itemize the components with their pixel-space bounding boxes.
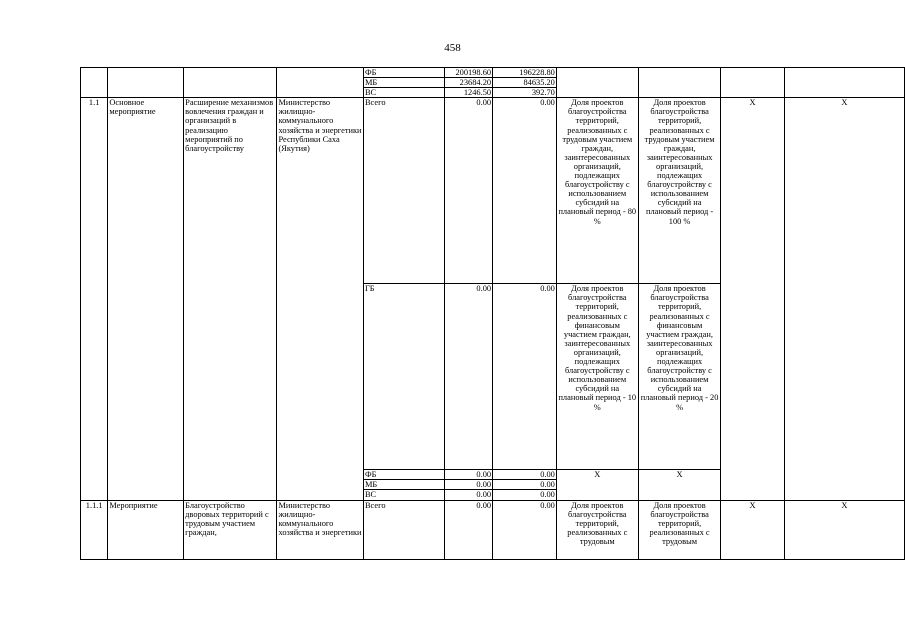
value-cell: 0.00 [493, 470, 557, 480]
name-cell: Расширение механизмов вовлечения граждан и организаций в реализацию мероприятий по благоустройству [184, 98, 277, 500]
value-cell: 0.00 [444, 98, 492, 284]
value-cell: 392.70 [493, 88, 557, 98]
table-row [81, 98, 905, 284]
program-table [80, 67, 905, 560]
value-cell: 0.00 [493, 284, 557, 470]
indicator-cell: Доля проектов благоустройства территорий, реализованных с финансовым участием граждан, заинтересованных организаций, подлежащих благоустройству с использованием субсидий на плановый период - 10 % [556, 284, 638, 470]
value-cell: 0.00 [493, 98, 557, 284]
x-cell [784, 68, 904, 98]
code-cell [81, 68, 108, 98]
value-cell: 0.00 [493, 480, 557, 490]
code-cell: 1.1 [81, 98, 108, 500]
value-cell: 0.00 [493, 500, 557, 559]
x-cell: Х [784, 98, 904, 500]
type-cell: Мероприятие [108, 500, 184, 559]
indicator-cell: Доля проектов благоустройства территорий, реализованных с трудовым участием граждан, заинтересованных организаций, подлежащих благоустройству с использованием субсидий на плановый период - 100 % [638, 98, 721, 284]
source-cell: Всего [363, 500, 444, 559]
name-cell [184, 68, 277, 98]
code-cell: 1.1.1 [81, 500, 108, 559]
value-cell: 200198.60 [444, 68, 492, 78]
page-number: 458 [444, 42, 461, 54]
source-cell: ГБ [363, 284, 444, 470]
source-cell: ВС [363, 88, 444, 98]
source-cell: Всего [363, 98, 444, 284]
source-cell: ВС [363, 490, 444, 500]
value-cell: 23684.20 [444, 78, 492, 88]
indicator-cell [556, 68, 638, 98]
source-cell: МБ [363, 480, 444, 490]
indicator-cell [638, 68, 721, 98]
source-cell: ФБ [363, 470, 444, 480]
value-cell: 0.00 [444, 284, 492, 470]
table-row [81, 68, 905, 78]
value-cell: 1246.50 [444, 88, 492, 98]
indicator-cell: Х [556, 470, 638, 500]
indicator-cell: Доля проектов благоустройства территорий, реализованных с финансовым участием граждан, заинтересованных организаций, подлежащих благоустройству с использованием субсидий на плановый период - 20 % [638, 284, 721, 470]
indicator-cell: Доля проектов благоустройства территорий, реализованных с трудовым [556, 500, 638, 559]
indicator-cell: Доля проектов благоустройства территорий, реализованных с трудовым [638, 500, 721, 559]
source-cell: МБ [363, 78, 444, 88]
type-cell [108, 68, 184, 98]
value-cell: 0.00 [444, 470, 492, 480]
value-cell: 0.00 [444, 480, 492, 490]
executor-cell: Министерство жилищно-коммунального хозяйства и энергетики Республики Саха (Якутия) [277, 98, 363, 500]
x-cell: Х [721, 98, 784, 500]
source-cell: ФБ [363, 68, 444, 78]
x-cell: Х [721, 500, 784, 559]
indicator-cell: Х [638, 470, 721, 500]
x-cell: Х [784, 500, 904, 559]
type-cell: Основное мероприятие [108, 98, 184, 500]
value-cell: 84635.20 [493, 78, 557, 88]
indicator-cell: Доля проектов благоустройства территорий, реализованных с трудовым участием граждан, заинтересованных организаций, подлежащих благоустройству с использованием субсидий на плановый период - 80 % [556, 98, 638, 284]
name-cell: Благоустройство дворовых территорий с трудовым участием граждан, [184, 500, 277, 559]
table-row [81, 500, 905, 559]
executor-cell: Министерство жилищно-коммунального хозяйства и энергетики [277, 500, 363, 559]
x-cell [721, 68, 784, 98]
value-cell: 0.00 [444, 500, 492, 559]
value-cell: 0.00 [493, 490, 557, 500]
value-cell: 196228.80 [493, 68, 557, 78]
executor-cell [277, 68, 363, 98]
value-cell: 0.00 [444, 490, 492, 500]
